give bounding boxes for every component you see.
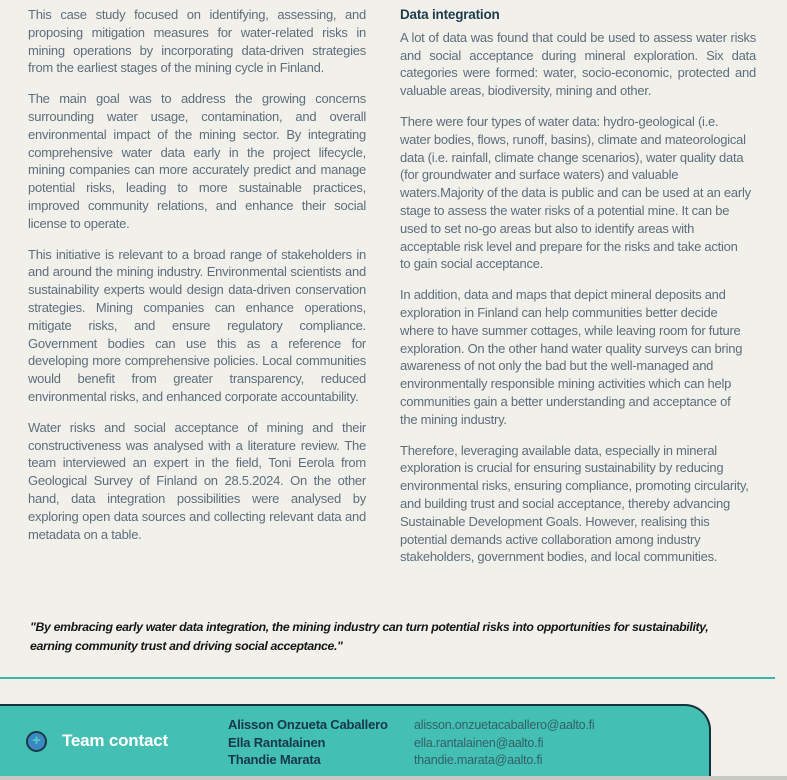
maps-paragraph: In addition, data and maps that depict mineral deposits and exploration in Finland can help communities better decide where to have summer cottages, while leaving room for future exploration. On the other hand water quality surveys can bring awareness of not only the bad but the well-managed and environmentally responsible mining activities which can help communities gain a better understanding and acceptance of the mining industry. [400, 287, 743, 427]
member-emails [414, 717, 595, 770]
data-integration-column [400, 6, 756, 579]
member-email: ella.rantalainen@aalto.fi [414, 735, 544, 750]
intro-paragraph: This case study focused on identifying, assessing, and proposing mitigation measures for water-related risks in mining operations by incorporating data-driven strategies from the earliest stages of the mining cycle in Finland. [28, 7, 366, 76]
intro-column [28, 6, 366, 556]
conclusion-paragraph: Therefore, leveraging available data, especially in mineral exploration is crucial for ensuring sustainability by reducing environmental risks, ensuring compliance, promoting circularity, and building trust and social acceptance, thereby advancing Sustainable Development Goals. However, realising this potential demands active collaboration among industry stakeholders, government bodies, and local communities. [400, 442, 749, 565]
bottom-strip [0, 776, 787, 780]
member-name: Thandie Marata [228, 752, 321, 767]
pull-quote: "By embracing early water data integration, the mining industry can turn potential risks into opportunities for sustainability, earning community trust and driving social acceptance." [30, 620, 709, 653]
member-name: Ella Rantalainen [228, 734, 326, 750]
team-contact-label: Team contact [62, 731, 168, 750]
member-email: alisson.onzuetacaballero@aalto.fi [414, 718, 595, 732]
member-names [228, 716, 388, 769]
team-contact-header [26, 706, 168, 776]
data-categories-paragraph: A lot of data was found that could be used to assess water risks and social acceptance during mineral exploration. Six data categories were formed: water, socio-economic, protected and valuable areas, biodiversity, mining and other. [400, 29, 756, 99]
plus-circle-icon: + [26, 731, 47, 752]
member-email: thandie.marata@aalto.fi [414, 753, 543, 767]
water-data-types-paragraph: There were four types of water data: hydro-geological (i.e. water bodies, flows, runoff, basins), climate and mateorological data (i.e. rainfall, climate change scenarios), water quality data (for groundwater and surface waters) and valuable waters.Majority of the data is public and can be used at an early stage to assess the water risks of a potential mine. It can be used to set no-go areas but also to identify areas with acceptable risk level and prepare for the risks and take action to gain social acceptance. [400, 113, 751, 272]
member-name: Alisson Onzueta Caballero [228, 717, 388, 732]
section-heading: Data integration [400, 7, 500, 22]
team-contact-panel [0, 704, 711, 776]
divider-line [0, 677, 775, 679]
stakeholders-paragraph: This initiative is relevant to a broad range of stakeholders in and around the mining industry. Environmental scientists and sustainability experts would design data-driven conservation strategies. Mining companies can enhance operations, mitigate risks, and ensure regulatory compliance. Government bodies can use this as a reference for developing more comprehensive policies. Local communities would benefit from greater transparency, reduced environmental risks, and enhanced corporate accountability. [28, 246, 366, 404]
goal-paragraph: The main goal was to address the growing concerns surrounding water usage, contamination, and overall environmental impact of the mining sector. By integrating comprehensive water data early in the project lifecycle, mining companies can more accurately predict and manage potential risks, leading to more sustainable practices, improved community relations, and enhance their social license to operate. [28, 91, 366, 231]
methods-paragraph: Water risks and social acceptance of mining and their constructiveness was analysed with a literature review. The team interviewed an expert in the field, Toni Eerola from Geological Survey of Finland on 28.5.2024. On the other hand, data integration possibilities were analysed by exploring open data sources and collecting relevant data and metadata on a table. [28, 419, 366, 542]
